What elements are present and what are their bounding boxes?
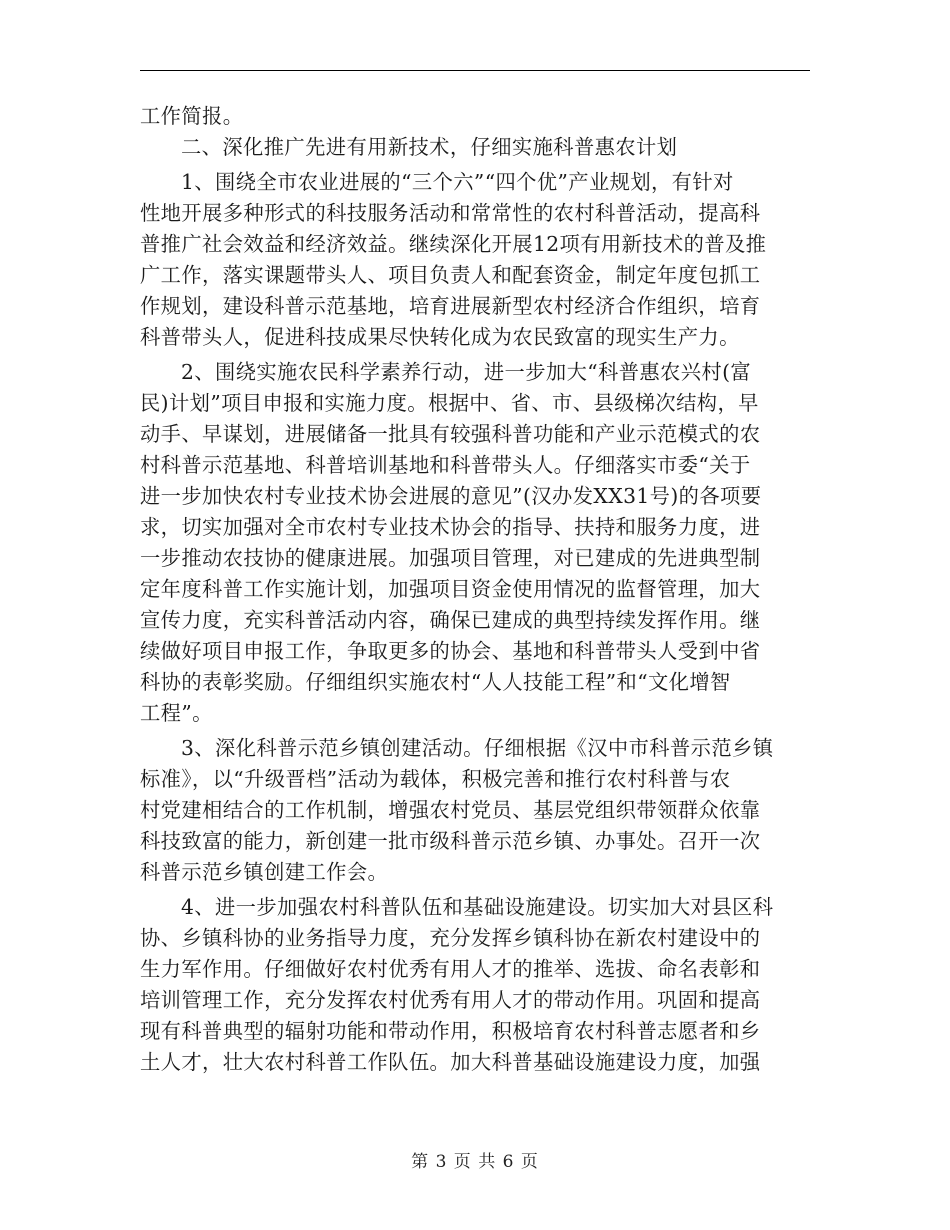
paragraph-2-line: 民)计划”项目申报和实施力度。根据中、省、市、县级梯次结构，早 — [140, 391, 759, 415]
paragraph-3-line: 村党建相结合的工作机制，增强农村党员、基层党组织带领群众依靠 — [140, 798, 761, 822]
paragraph-2-line: 村科普示范基地、科普培训基地和科普带头人。仔细落实市委“关于 — [140, 453, 751, 477]
paragraph-2-line: 2、围绕实施农民科学素养行动，进一步加大“科普惠农兴村(富 — [181, 360, 752, 384]
paragraph-4-line: 生力军作用。仔细做好农村优秀有用人才的推举、选拔、命名表彰和 — [140, 957, 761, 981]
paragraph-4-line: 协、乡镇科协的业务指导力度，充分发挥乡镇科协在新农村建设中的 — [140, 926, 761, 950]
paragraph-2-line: 进一步加快农村专业技术协会进展的意见”(汉办发XX31号)的各项要 — [140, 484, 762, 508]
paragraph-1-line: 作规划，建设科普示范基地，培育进展新型农村经济合作组织，培育 — [140, 294, 761, 318]
paragraph-2-line: 宣传力度，充实科普活动内容，确保已建成的典型持续发挥作用。继 — [140, 608, 761, 632]
paragraph-1-line: 广工作，落实课题带头人、项目负责人和配套资金，制定年度包抓工 — [140, 263, 761, 287]
paragraph-2-line: 工程”。 — [140, 701, 213, 725]
paragraph-4-line: 4、进一步加强农村科普队伍和基础设施建设。切实加大对县区科 — [181, 895, 774, 919]
paragraph-3-line: 科技致富的能力，新创建一批市级科普示范乡镇、办事处。召开一次 — [140, 829, 761, 853]
paragraph-1-line: 科普带头人，促进科技成果尽快转化成为农民致富的现实生产力。 — [140, 325, 740, 349]
paragraph-2-line: 续做好项目申报工作，争取更多的协会、基地和科普带头人受到中省 — [140, 639, 761, 663]
paragraph-2-line: 定年度科普工作实施计划，加强项目资金使用情况的监督管理，加大 — [140, 577, 761, 601]
header-rule — [140, 70, 810, 71]
paragraph-1-line: 普推广社会效益和经济效益。继续深化开展12项有用新技术的普及推 — [140, 232, 767, 256]
paragraph-3-line: 标准》，以“升级晋档”活动为载体，积极完善和推行农村科普与农 — [140, 767, 731, 791]
section-heading: 二、深化推广先进有用新技术，仔细实施科普惠农计划 — [181, 135, 678, 159]
text-line: 工作简报。 — [140, 104, 244, 128]
paragraph-2-line: 求，切实加强对全市农村专业技术协会的指导、扶持和服务力度，进 — [140, 515, 761, 539]
paragraph-3-line: 3、深化科普示范乡镇创建活动。仔细根据《汉中市科普示范乡镇 — [181, 736, 774, 760]
paragraph-4-line: 土人才，壮大农村科普工作队伍。加大科普基础设施建设力度，加强 — [140, 1050, 761, 1074]
paragraph-2-line: 科协的表彰奖励。仔细组织实施农村“人人技能工程”和“文化增智 — [140, 670, 731, 694]
page-number-footer: 第 3 页 共 6 页 — [411, 1152, 539, 1172]
paragraph-3-line: 科普示范乡镇创建工作会。 — [140, 860, 389, 884]
document-body — [140, 101, 810, 1078]
paragraph-1-line: 性地开展多种形式的科技服务活动和常常性的农村科普活动，提高科 — [140, 201, 761, 225]
paragraph-1-line: 1、围绕全市农业进展的“三个六”“四个优”产业规划，有针对 — [181, 170, 734, 194]
paragraph-4-line: 培训管理工作，充分发挥农村优秀有用人才的带动作用。巩固和提高 — [140, 988, 761, 1012]
paragraph-2-line: 动手、早谋划，进展储备一批具有较强科普功能和产业示范模式的农 — [140, 422, 761, 446]
paragraph-4-line: 现有科普典型的辐射功能和带动作用，积极培育农村科普志愿者和乡 — [140, 1019, 761, 1043]
paragraph-2-line: 一步推动农技协的健康进展。加强项目管理，对已建成的先进典型制 — [140, 546, 761, 570]
